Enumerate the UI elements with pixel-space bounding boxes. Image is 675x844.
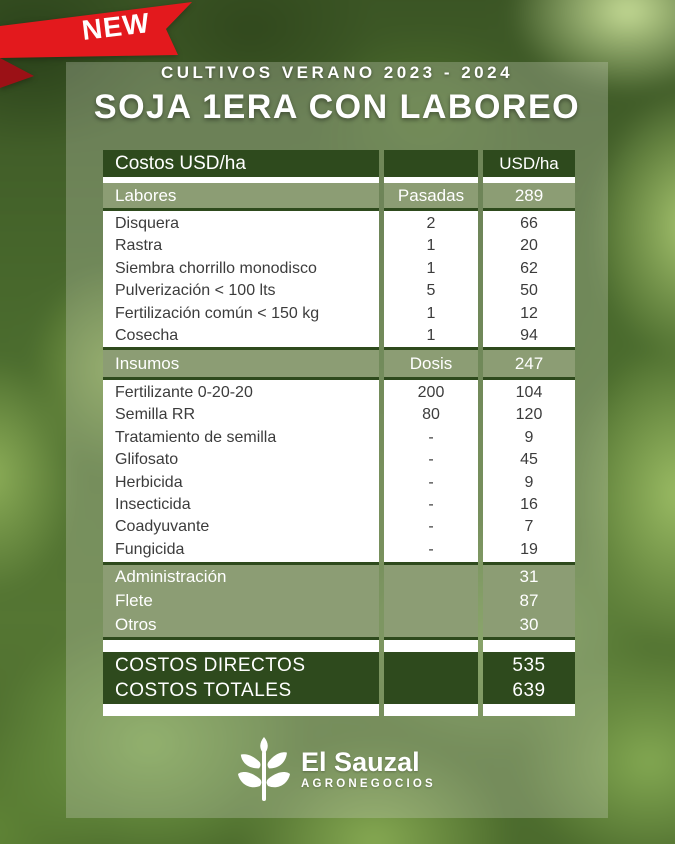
plant-icon	[238, 737, 290, 801]
row-usd: 120	[515, 406, 543, 424]
section-unit: Dosis	[384, 347, 478, 380]
labores-rows	[103, 211, 575, 347]
row-qty: -	[428, 428, 434, 446]
labores-usd	[483, 211, 575, 347]
row-qty: 1	[426, 259, 436, 277]
flyer-subtitle: CULTIVOS VERANO 2023 - 2024	[160, 63, 514, 82]
logo-text	[301, 747, 436, 792]
row-qty: -	[428, 451, 434, 469]
header-usdha-label: USD/ha	[483, 150, 575, 177]
table-header-row	[103, 150, 575, 177]
section-subtotal: 289	[483, 183, 575, 211]
title-block	[66, 63, 608, 127]
row-usd: 9	[524, 473, 534, 491]
section-name: Labores	[103, 183, 379, 211]
insumos-rows	[103, 380, 575, 562]
labores-qty	[384, 211, 478, 347]
spacer-row	[103, 640, 575, 652]
total-usd: 535	[512, 655, 546, 676]
overhead-labels	[103, 562, 379, 640]
insumos-qty	[384, 380, 478, 562]
row-qty: 80	[422, 406, 440, 424]
row-usd: 19	[520, 540, 538, 558]
row-usd: 20	[520, 237, 538, 255]
row-qty: -	[428, 495, 434, 513]
header-costos-label: Costos USD/ha	[103, 150, 379, 177]
spacer-row	[103, 704, 575, 716]
row-usd: 87	[519, 591, 539, 610]
ribbon-label: NEW	[80, 7, 152, 46]
row-qty: 2	[426, 215, 436, 232]
row-qty: 1	[426, 304, 436, 322]
logo-name: El Sauzal	[301, 746, 420, 777]
costs-table	[103, 150, 575, 716]
row-usd: 16	[520, 495, 538, 513]
totals-middle-cell	[384, 652, 478, 704]
overhead-middle-cell	[384, 562, 478, 640]
totals-labels	[103, 652, 379, 704]
total-label: COSTOS DIRECTOS	[115, 655, 306, 676]
row-usd: 12	[520, 304, 538, 322]
row-qty: -	[428, 473, 434, 491]
section-subtotal: 247	[483, 347, 575, 380]
brand-logo	[66, 737, 608, 801]
row-qty: 5	[426, 282, 436, 300]
row-usd: 7	[524, 518, 534, 536]
row-label: Coadyuvante	[115, 518, 210, 536]
row-label: Glifosato	[115, 451, 179, 469]
row-label: Flete	[115, 591, 153, 610]
row-label: Fungicida	[115, 540, 185, 558]
row-label: Cosecha	[115, 326, 179, 344]
totals-block	[103, 652, 575, 704]
row-label: Siembra chorrillo monodisco	[115, 259, 317, 277]
row-usd: 94	[520, 326, 538, 344]
section-header-insumos	[103, 347, 575, 380]
row-label: Semilla RR	[115, 406, 196, 424]
insumos-labels	[103, 380, 379, 562]
total-label: COSTOS TOTALES	[115, 680, 292, 701]
flyer-title: SOJA 1ERA CON LABOREO	[93, 88, 581, 126]
row-label: Administración	[115, 567, 227, 586]
row-label: Insecticida	[115, 495, 191, 513]
row-usd: 45	[520, 451, 538, 469]
row-qty: 200	[417, 384, 445, 401]
row-label: Otros	[115, 615, 157, 634]
row-usd: 31	[519, 567, 539, 586]
row-qty: 1	[426, 237, 436, 255]
row-label: Fertilización común < 150 kg	[115, 304, 320, 322]
row-label: Tratamiento de semilla	[115, 428, 277, 446]
row-usd: 66	[520, 215, 538, 232]
labores-labels	[103, 211, 379, 347]
overhead-usd	[483, 562, 575, 640]
overheads-block	[103, 562, 575, 640]
header-middle-cell	[384, 150, 478, 177]
total-usd: 639	[512, 680, 546, 701]
section-name: Insumos	[103, 347, 379, 380]
row-label: Pulverización < 100 lts	[115, 282, 276, 300]
row-usd: 104	[515, 384, 543, 401]
totals-usd	[483, 652, 575, 704]
row-label: Disquera	[115, 215, 180, 232]
row-usd: 9	[524, 428, 534, 446]
row-qty: -	[428, 540, 434, 558]
row-label: Herbicida	[115, 473, 183, 491]
row-usd: 62	[520, 259, 538, 277]
row-usd: 30	[519, 615, 539, 634]
section-header-labores	[103, 183, 575, 211]
row-label: Rastra	[115, 237, 163, 255]
logo-tagline: AGRONEGOCIOS	[301, 777, 436, 790]
section-unit: Pasadas	[384, 183, 478, 211]
insumos-usd	[483, 380, 575, 562]
row-qty: -	[428, 518, 434, 536]
row-qty: 1	[426, 326, 436, 344]
row-usd: 50	[520, 282, 538, 300]
row-label: Fertilizante 0-20-20	[115, 384, 253, 401]
